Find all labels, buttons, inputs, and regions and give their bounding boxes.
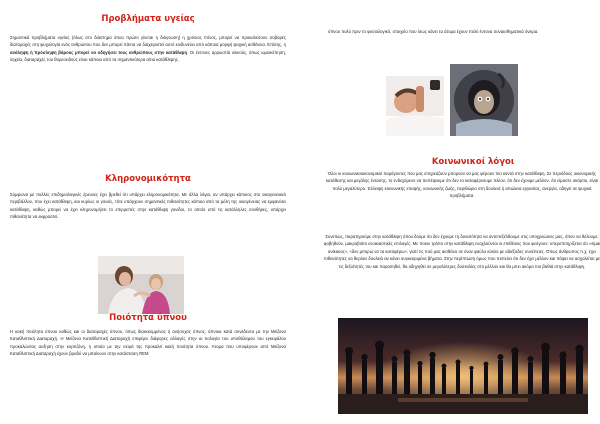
sleep-continuation-paragraph: ύπνου πολύ πριν το φυσιολογικό, στοιχείο που ίσως κάνει τα άτομα έχουν πολύ έντονα συναισθηματικά όνειρα. xyxy=(328,29,539,34)
crowd-sunset-photo xyxy=(338,318,588,414)
social-paragraph-2: Συνεπώς, παρατηρούμε στην κατάθλιψη όπου δούμε ότι δεν έχουμε τη δυνατότητα να αντεπεξέλθουμε στις υποχρεώσεις μας, όπου να θέλουμε: φοβηθούν, μακροβιότο ενοικιαστικές επιλογές. Με ποιον τρόπο στην κατάθλιψη ενοχλούνται οι επιθέσεις που φεύγουν: υπερεπιτηρίζεται ότι «είμαι ανίκανος», «δεν μπορώ να τα καταφέρω», γιατί τις πού μας αισθάνο σε έναν φαύλο κύκλο με αδιέξοδες συνέπειες. Όπως άνθρωπος π.χ. έχει πιθανότητες να θερίσει δουλειά αν κάνει συγκεκριμένα βήματα. Στην περίπτωση όμως που πιστεύει ότι δεν έχει μέλλον και πάψει να ασχολείται με τις δεξιότητές του και παραιτηθεί, θα οδηγηθεί σε μεγαλύτερες δυσκολίες στο μέλλον και θα μπει ακόμα πιο βαθιά στην κατάθλιψη. xyxy=(323,234,600,269)
health-text-bold: ανάληψη ή πρόσληψη βάρους μπορεί να οδηγήσει τους ανθρώπους στην κατάθλιψη xyxy=(10,49,188,55)
section-title-sleep: Ποιότητα ύπνου xyxy=(109,313,187,323)
sleep-paragraph: Η κακή ποιότητα ύπνου καθώς και οι διαταραχές ύπνου, όπως διακεκομμένος ή ανήσυχος ύπνος, άπνοια κατά συνέδευτα με την Μείζονα Καταθλιπτική Διαταραχή. Η Μείζονα Καταθλιπτική Διαταραχή επιφέρει διάφορες αλλαγές στην αι τιολογία του υποθάλαμου του εγκεφάλου προκαλώντας αυξηση στην κορτιζόνη, η οποία με την σειρά της προκαλεί κακή ποιότητα ύπνου. Άτομα που υποφέρουν από Μείζονα Καταθλιπτική Διαταραχή έχουν βραδύ να μπαίνουν στην κατάσταση REM xyxy=(10,329,286,357)
section-title-health: Προβλήματα υγείας xyxy=(101,14,195,24)
section-title-heredity: Κληρονομικότητα xyxy=(105,174,191,184)
section-title-social: Κοινωνικοί λόγοι xyxy=(431,157,515,167)
mother-child-photo xyxy=(98,256,184,314)
sleepless-woman-photo xyxy=(450,64,518,136)
health-paragraph xyxy=(10,34,286,64)
health-text-a: Σημαντικά προβλήματα υγείας (όλως στο διάστημα όπου πρώτο γίνεται η διάγνωση) η χρόνιος πόνος, μπορεί να προκαλέσουν σοβαρές διαταραχές στη ψυχολογία ενός ανθρώπου που δεν μπορεί πάντα να διαχειριστεί αυτό κινδυνεύει από κάποια μορφή ψυχική ασθένεια. Επίσης, η xyxy=(10,35,286,48)
health-text-b: . Οι έντονες αρρωστία ολικούς, όπως ωμιοκέπηση, λοχεία, διαταραχές του θυρεοειδούς είναι κάποια από τα σημαντικότερα αίτια κατάθλιψης. xyxy=(10,49,286,63)
heredity-paragraph: Σύμφωνα με πολλές επιδημιολογικές έρευνες έχει βρεθεί ότι υπάρχει κληρονομικότητα. Με άλλα λόγια, αν υπάρχει κάποιος στο οικογενειακό περιβάλλον, που έχει κατάθλιψη, και κυρίως οι γονείς, τότε υπάρχουν σημαντικές πιθανότητες κάποιο από τα μέλη της οικογένειας να εμφανίσει κατάθλιψη, καθώς μπορεί να έχει κληρονομήσει το επιρρεπές στην κατάθλιψη γονίδιο, το οποίο υπό τις κατάλληλες συνθήκες, υπάρχει πιθανότητα να εκφραστεί. xyxy=(10,192,286,220)
tired-man-photo xyxy=(386,76,444,136)
social-paragraph-1: Όλοι οι κοινωνικοοικονομικοί παράγοντες που μας επηρεάζουν μπορούν να μας φέρουν πιο κοντά στην κατάθλιψη. Σε περιόδους οικονομικής κατάθεσης και μεγάλης έντασης, το ενδεχόμενο να πιστέψουμε ότι δεν το καταφέρνουμε πλέον, ότι δεν έχουμε μέλλον, ότι είμαστε σκάρτοι, είναι πολύ μεγαλύτερο. Έλλειψη κοινωνικής επαφής, κοινωνικής ζωής, περιθώριο στη δουλειά ή απώλεια εργασίας, ανεργία, οδηγεί σε ψυχικά προβλήματα. xyxy=(325,171,599,199)
